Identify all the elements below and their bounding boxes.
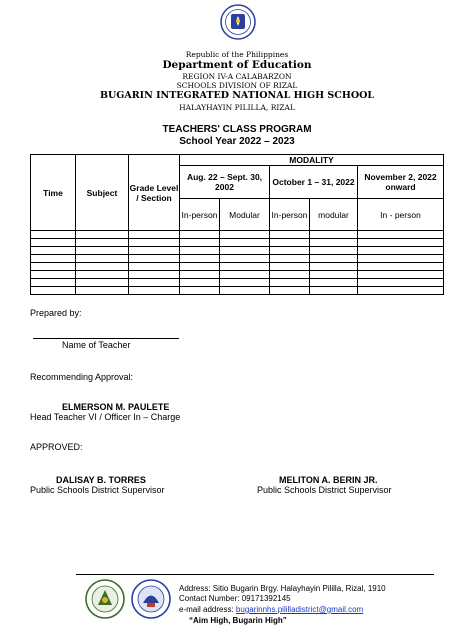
table-row [31,279,444,287]
supervisor-left-name: DALISAY B. TORRES [56,475,146,485]
prepared-by-label: Prepared by: [30,308,82,318]
recommending-name: ELMERSON M. PAULETE [62,402,170,412]
col-header-period-1: Aug. 22 – Sept. 30, 2002 [180,166,270,199]
header-department: Department of Education [162,59,312,71]
table-row [31,263,444,271]
sub-header-inperson-2: In-person [270,199,310,231]
table-row [31,231,444,239]
footer-address: Address: Sitio Bugarin Brgy. Halayhayin Pililla, Rizal, 1910 [179,584,386,593]
footer-email-row [179,605,363,614]
header-republic: Republic of the Philippines [185,50,289,59]
supervisor-right-role: Public Schools District Supervisor [257,485,392,495]
table-row [31,255,444,263]
header-school: BUGARIN INTEGRATED NATIONAL HIGH SCHOOL [99,90,375,101]
sub-header-modular-1: Modular [220,199,270,231]
approved-label: APPROVED: [30,442,83,452]
table-row [31,271,444,279]
col-header-grade: Grade Level / Section [129,155,180,231]
col-header-modality: MODALITY [180,155,444,166]
footer-contact: Contact Number: 09171392145 [179,594,291,603]
col-header-period-2: October 1 – 31, 2022 [270,166,358,199]
supervisor-left-role: Public Schools District Supervisor [30,485,165,495]
footer-motto: “Aim High, Bugarin High” [189,616,287,625]
col-header-period-3: November 2, 2022 onward [358,166,444,199]
header-division: SCHOOLS DIVISION OF RIZAL [176,81,298,90]
deped-seal-logo [220,4,256,40]
header-region: REGION IV-A CALABARZON [182,72,292,81]
footer-divider [76,574,434,575]
col-header-subject: Subject [76,155,129,231]
document-title: TEACHERS' CLASS PROGRAM [162,124,312,135]
col-header-time: Time [31,155,76,231]
sub-header-modular-2: modular [310,199,358,231]
recommending-label: Recommending Approval: [30,372,134,382]
supervisor-right-name: MELITON A. BERIN JR. [279,475,378,485]
table-row [31,247,444,255]
division-seal-logo [130,578,172,620]
teacher-name-label: Name of Teacher [62,340,131,350]
header-address: HALAYHAYIN PILILLA, RIZAL [179,103,295,112]
school-seal-logo [84,578,126,620]
class-program-table [30,154,444,295]
document-school-year: School Year 2022 – 2023 [179,136,295,147]
recommending-role: Head Teacher VI / Officer In – Charge [30,412,181,422]
table-row [31,239,444,247]
footer-email-label: e-mail address: [179,605,234,614]
sub-header-inperson-1: In-person [180,199,220,231]
footer-email-link[interactable]: bugarinnhs.pililladistrict@gmail.com [235,605,364,614]
teacher-signature-line [33,338,179,339]
sub-header-inperson-3: In - person [358,199,444,231]
table-row [31,287,444,295]
